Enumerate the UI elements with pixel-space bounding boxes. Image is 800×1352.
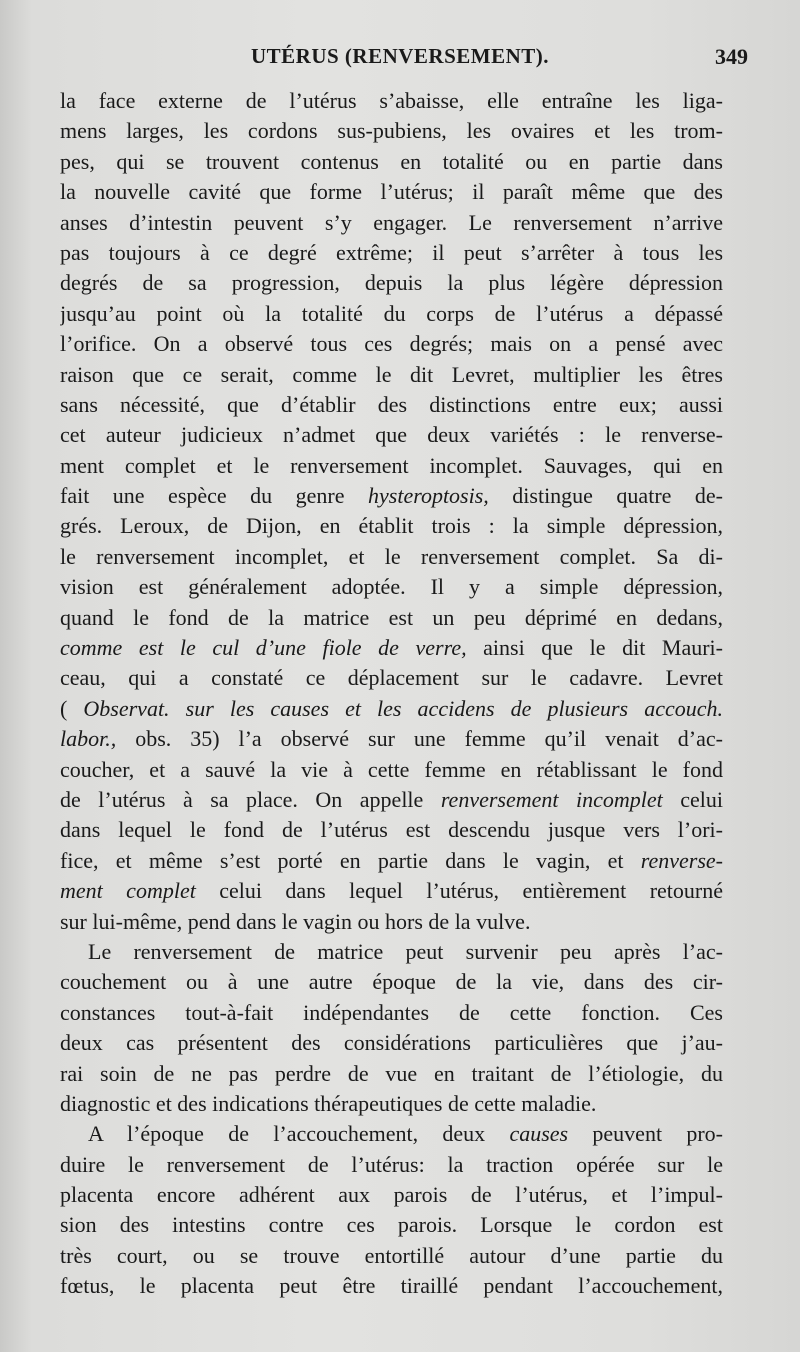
running-head: UTÉRUS (RENVERSEMENT). — [250, 44, 550, 68]
line-text: la face externe de l’utérus s’abaisse, elle entraîne les liga- — [60, 88, 723, 113]
text-line — [60, 147, 723, 177]
text-line — [60, 390, 723, 420]
line-text: cet auteur judicieux n’admet que deux variétés : le renverse- — [60, 422, 723, 448]
text-line — [60, 542, 723, 572]
line-text: deux cas présentent des considérations particulières que j’au- — [60, 1030, 723, 1056]
line-italic-text: Observat. sur les causes et les accidens de plusieurs accouch. — [83, 695, 723, 721]
text-line — [60, 481, 723, 511]
text-line — [60, 937, 723, 967]
text-line — [60, 1119, 723, 1149]
line-text: anses d’intestin peuvent s’y engager. Le renversement n’arrive — [60, 209, 723, 235]
text-line — [60, 1059, 723, 1089]
line-text: celui — [662, 786, 723, 812]
line-italic-text: comme est le cul d’une fiole de verre, — [60, 635, 467, 661]
line-text: couchement ou à une autre époque de la vie, dans des cir- — [60, 969, 723, 995]
text-line — [60, 360, 723, 390]
text-line — [60, 603, 723, 633]
text-line — [60, 1210, 723, 1240]
page-number: 349 — [715, 44, 748, 69]
text-line — [60, 967, 723, 997]
line-text: constances tout-à-fait indépendantes de cette fonction. Ces — [60, 999, 723, 1025]
line-text: sans nécessité, que d’établir des distinctions entre eux; aussi — [60, 391, 723, 417]
line-text: jusqu’au point où la totalité du corps de l’utérus a dépassé — [60, 300, 723, 326]
line-text: ( — [60, 695, 84, 721]
line-text: fait une espèce du genre — [60, 483, 368, 509]
line-text: quand le fond de la matrice est un peu déprimé en dedans, — [60, 604, 723, 630]
line-italic-text: hysteroptosis, — [368, 483, 489, 509]
text-line — [60, 511, 723, 541]
line-text: placenta encore adhérent aux parois de l’utérus, et l’impul- — [60, 1182, 723, 1208]
text-line — [60, 663, 723, 693]
line-text: celui dans lequel l’utérus, entièrement retourné — [195, 878, 723, 904]
text-line — [60, 785, 723, 815]
text-line — [60, 876, 723, 906]
line-text: sur lui-même, pend dans le vagin ou hors de la vulve. — [60, 908, 531, 934]
line-text: rai soin de ne pas perdre de vue en traitant de l’étiologie, du — [60, 1060, 723, 1086]
line-text: de l’utérus à sa place. On appelle — [60, 786, 441, 812]
text-line — [60, 1180, 723, 1210]
line-text: A l’époque de l’accouchement, deux — [88, 1121, 510, 1147]
line-text: l’orifice. On a observé tous ces degrés; mais on a pensé avec — [60, 331, 723, 357]
text-line — [60, 572, 723, 602]
line-text: dans lequel le fond de l’utérus est descendu jusque vers l’ori- — [60, 817, 723, 843]
line-text: raison que ce serait, comme le dit Levret, multiplier les êtres — [60, 361, 723, 387]
line-text: pas toujours à ce degré extrême; il peut s’arrêter à tous les — [60, 239, 723, 265]
text-line — [60, 177, 723, 207]
text-line — [60, 1150, 723, 1180]
line-text: mens larges, les cordons sus-pubiens, les ovaires et les trom- — [60, 118, 723, 144]
line-italic-text: renverse- — [640, 847, 723, 873]
line-text: distingue quatre de- — [488, 483, 723, 509]
line-italic-text: ment complet — [60, 878, 196, 904]
line-italic-text: renversement incomplet — [440, 786, 663, 812]
line-text: ment complet et le renversement incomplet. Sauvages, qui en — [60, 452, 723, 478]
text-line — [60, 633, 723, 663]
line-text: la nouvelle cavité que forme l’utérus; il paraît même que des — [60, 179, 723, 205]
text-line — [60, 208, 723, 238]
text-line — [60, 815, 723, 845]
text-line — [60, 846, 723, 876]
line-text: obs. 35) l’a observé sur une femme qu’il venait d’ac- — [116, 726, 723, 752]
text-line — [60, 420, 723, 450]
line-text: Le renversement de matrice peut survenir peu après l’ac- — [88, 938, 723, 964]
body-text — [60, 86, 723, 1302]
line-text: très court, ou se trouve entortillé autour d’une partie du — [60, 1242, 723, 1268]
text-line — [60, 1271, 723, 1301]
text-line — [60, 329, 723, 359]
line-text: peuvent pro- — [568, 1121, 723, 1147]
line-italic-text: causes — [509, 1121, 569, 1147]
text-line — [60, 451, 723, 481]
text-line — [60, 755, 723, 785]
line-text: sion des intestins contre ces parois. Lorsque le cordon est — [60, 1212, 723, 1238]
line-text: fœtus, le placenta peut être tiraillé pendant l’accouchement, — [60, 1273, 723, 1299]
text-line — [60, 299, 723, 329]
text-line — [60, 116, 723, 146]
text-line — [60, 694, 723, 724]
text-line — [60, 268, 723, 298]
line-text: ceau, qui a constaté ce déplacement sur le cadavre. Levret — [60, 665, 723, 691]
line-text: pes, qui se trouvent contenus en totalité ou en partie dans — [60, 148, 723, 174]
text-line — [60, 1028, 723, 1058]
line-text: degrés de sa progression, depuis la plus légère dépression — [60, 270, 723, 296]
text-line — [60, 86, 723, 116]
line-text: ainsi que le dit Mauri- — [466, 635, 723, 661]
line-text: coucher, et a sauvé la vie à cette femme en rétablissant le fond — [60, 756, 723, 782]
line-italic-text: labor., — [60, 726, 117, 752]
text-line — [60, 238, 723, 268]
text-line — [60, 907, 723, 937]
text-line — [60, 1089, 723, 1119]
line-text: grés. Leroux, de Dijon, en établit trois : la simple dépression, — [60, 513, 723, 539]
text-line — [60, 724, 723, 754]
line-text: diagnostic et des indications thérapeutiques de cette maladie. — [60, 1090, 597, 1116]
line-text: duire le renversement de l’utérus: la traction opérée sur le — [60, 1151, 723, 1177]
line-text: vision est généralement adoptée. Il y a simple dépression, — [60, 574, 723, 600]
line-text: fice, et même s’est porté en partie dans le vagin, et — [60, 847, 641, 873]
text-line — [60, 998, 723, 1028]
line-text: le renversement incomplet, et le renversement complet. Sa di- — [60, 543, 723, 569]
page-header — [60, 40, 748, 80]
text-line — [60, 1241, 723, 1271]
